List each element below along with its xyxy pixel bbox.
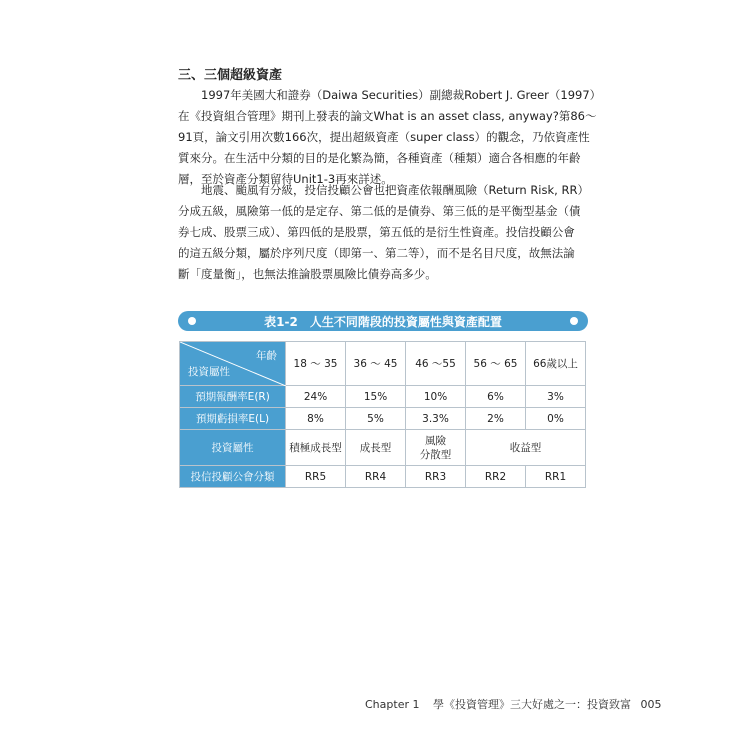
table-cell: 24% <box>286 386 346 408</box>
table-cell <box>406 430 466 466</box>
table-cell: RR4 <box>346 466 406 488</box>
cell-line: 分散型 <box>419 448 452 461</box>
paragraph-line: 層，至於資產分類留待Unit1-3再來詳述。 <box>178 172 393 186</box>
table-row <box>180 408 586 430</box>
table-cell-merged: 收益型 <box>466 430 586 466</box>
table-caption-title: 人生不同階段的投資屬性與資產配置 <box>309 314 502 329</box>
corner-label-attribute: 投資屬性 <box>188 366 230 378</box>
paragraph-line: 1997年美國大和證券（Daiwa Securities）副總裁Robert J. Greer（1997） <box>201 88 602 102</box>
table-cell: 成長型 <box>346 430 406 466</box>
paragraph-line: 質來分。在生活中分類的目的是化繁為簡，各種資產（種類）適合各相應的年齡 <box>178 151 581 165</box>
age-group-header: 46 ～55 <box>406 342 466 386</box>
table-cell: 3% <box>526 386 586 408</box>
investment-table <box>179 341 586 488</box>
paragraph-line: 的這五級分類，屬於序列尺度（即第一、第二等），而不是名目尺度，故無法論 <box>178 246 575 260</box>
corner-label-age: 年齡 <box>256 350 277 362</box>
page-number: 005 <box>640 698 662 711</box>
bullet-dot-icon <box>188 317 196 325</box>
table-row <box>180 430 586 466</box>
row-label-return: 預期報酬率E(R) <box>180 386 286 408</box>
table-cell: 8% <box>286 408 346 430</box>
table-cell: 2% <box>466 408 526 430</box>
page-footer <box>365 696 661 712</box>
footer-chapter: Chapter 1 <box>365 698 420 711</box>
age-group-header: 56 ～ 65 <box>466 342 526 386</box>
age-group-header: 18 ～ 35 <box>286 342 346 386</box>
paragraph-line: 在《投資組合管理》期刊上發表的論文What is an asset class, anyway?第86～ <box>178 109 597 123</box>
table-cell: 3.3% <box>406 408 466 430</box>
row-label-attribute: 投資屬性 <box>180 430 286 466</box>
paragraph-line: 券七成、股票三成）、第四低的是股票，第五低的是衍生性資產。投信投顧公會 <box>178 225 575 239</box>
table-cell: 6% <box>466 386 526 408</box>
table-caption-banner <box>178 311 588 331</box>
paragraph-2 <box>178 180 588 285</box>
table-cell: 15% <box>346 386 406 408</box>
table-cell: 5% <box>346 408 406 430</box>
table-cell: RR5 <box>286 466 346 488</box>
table-cell: RR1 <box>526 466 586 488</box>
footer-title: 學《投資管理》三大好處之一：投資致富 <box>432 698 631 711</box>
table-cell: RR3 <box>406 466 466 488</box>
bullet-dot-icon <box>570 317 578 325</box>
age-group-header: 36 ～ 45 <box>346 342 406 386</box>
section-heading: 三、三個超級資產 <box>178 68 283 83</box>
paragraph-line: 分成五級，風險第一低的是定存、第二低的是債券、第三低的是平衡型基金（債 <box>178 204 581 218</box>
table-cell: RR2 <box>466 466 526 488</box>
table-corner-cell <box>180 342 286 386</box>
table-caption-number: 表1-2 <box>264 314 298 329</box>
table-cell: 10% <box>406 386 466 408</box>
paragraph-line: 91頁，論文引用次數166次，提出超級資產（super class）的觀念，乃依資產性 <box>178 130 590 144</box>
table-row <box>180 466 586 488</box>
cell-line: 風險 <box>425 434 446 447</box>
table-cell: 0% <box>526 408 586 430</box>
paragraph-line: 斷「度量衡」，也無法推論股票風險比債券高多少。 <box>178 267 437 281</box>
age-group-header: 66歲以上 <box>526 342 586 386</box>
paragraph-line: 地震、颱風有分級，投信投顧公會也把資產依報酬風險（Return Risk, RR） <box>201 183 589 197</box>
table-row <box>180 386 586 408</box>
table-cell: 積極成長型 <box>286 430 346 466</box>
row-label-rr: 投信投顧公會分類 <box>180 466 286 488</box>
row-label-loss: 預期虧損率E(L) <box>180 408 286 430</box>
